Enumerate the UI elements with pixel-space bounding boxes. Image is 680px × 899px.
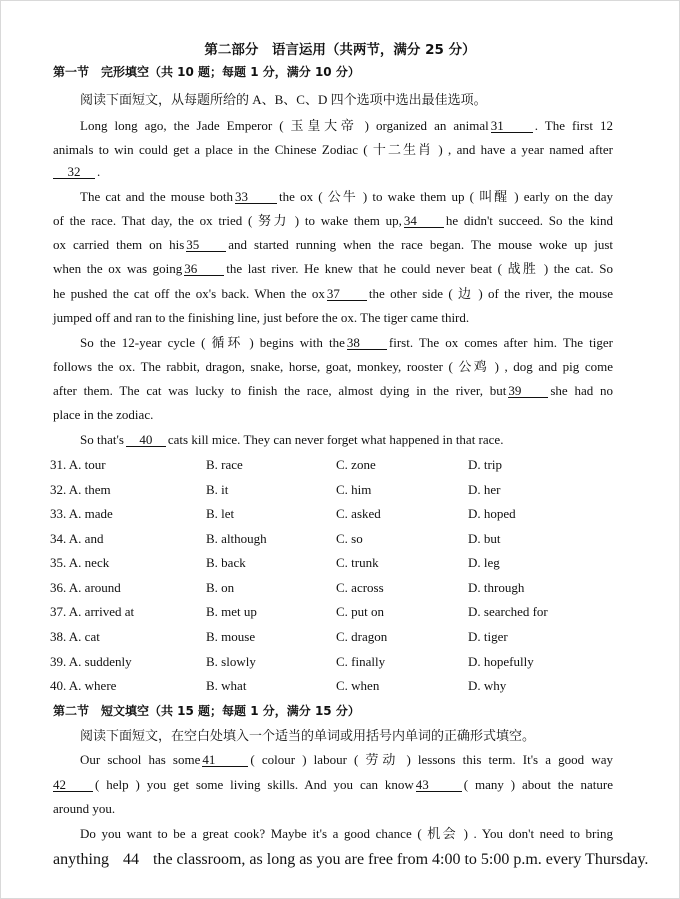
option-a: 33. A. made bbox=[50, 506, 113, 521]
passage1-line: Long long ago, the Jade Emperor ( 玉皇大帝 ) organized an animal 31 . The first 12 bbox=[80, 118, 613, 133]
passage1-line: he pushed the cat off the ox's back. When the ox 37 the other side ( 边 ) of the river, the mouse bbox=[53, 286, 613, 301]
passage1-line: when the ox was going 36 the last river. He knew that he could never beat ( 战胜 ) the cat. So bbox=[53, 261, 613, 276]
part-title: 第二部分 语言运用（共两节，满分 25 分） bbox=[204, 42, 476, 58]
blank-33: 33 bbox=[235, 190, 277, 204]
option-d: D. through bbox=[468, 580, 525, 595]
option-a: 40. A. where bbox=[50, 678, 117, 693]
blank-37: 37 bbox=[327, 287, 367, 301]
blank-41: 41 bbox=[202, 753, 248, 767]
blank-36: 36 bbox=[184, 262, 224, 276]
passage2-line: Our school has some 41 ( colour ) labour ( 劳动 ) lessons this term. It's a good way bbox=[80, 752, 613, 767]
passage1-line: ox carried them on his 35 and started running when the race began. The mouse woke up just bbox=[53, 237, 613, 252]
blank-32: 32 bbox=[53, 165, 95, 179]
passage2-line: Do you want to be a great cook? Maybe it's a good chance ( 机会 ) . You don't need to bring bbox=[80, 826, 613, 841]
option-b: B. back bbox=[206, 555, 246, 570]
option-c: C. when bbox=[336, 678, 380, 693]
option-d: D. her bbox=[468, 482, 501, 497]
section1-instruction: 阅读下面短文，从每题所给的 A、B、C、D 四个选项中选出最佳选项。 bbox=[80, 92, 487, 107]
option-d: D. but bbox=[468, 531, 501, 546]
option-b: B. let bbox=[206, 506, 235, 521]
option-d: D. leg bbox=[468, 555, 500, 570]
option-d: D. tiger bbox=[468, 629, 508, 644]
option-a: 37. A. arrived at bbox=[50, 604, 135, 619]
option-d: D. hoped bbox=[468, 506, 516, 521]
option-c: C. put on bbox=[336, 604, 385, 619]
option-b: B. it bbox=[206, 482, 229, 497]
blank-35: 35 bbox=[186, 238, 226, 252]
option-b: B. met up bbox=[206, 604, 257, 619]
blank-34: 34 bbox=[404, 214, 444, 228]
option-c: C. trunk bbox=[336, 555, 379, 570]
passage2-line: around you. bbox=[53, 801, 116, 816]
option-c: C. finally bbox=[336, 654, 386, 669]
option-c: C. asked bbox=[336, 506, 381, 521]
option-a: 34. A. and bbox=[50, 531, 104, 546]
option-c: C. across bbox=[336, 580, 384, 595]
blank-31: 31 bbox=[491, 119, 533, 133]
blank-39: 39 bbox=[508, 384, 548, 398]
option-d: D. searched for bbox=[468, 604, 548, 619]
section2-instruction: 阅读下面短文，在空白处填入一个适当的单词或用括号内单词的正确形式填空。 bbox=[80, 728, 536, 743]
option-d: D. trip bbox=[468, 457, 502, 472]
blank-40: 40 bbox=[126, 433, 166, 447]
option-b: B. although bbox=[206, 531, 267, 546]
passage2-line: 42 ( help ) you get some living skills. And you can know 43 ( many ) about the nature bbox=[53, 777, 613, 792]
blank-38: 38 bbox=[347, 336, 387, 350]
option-b: B. mouse bbox=[206, 629, 256, 644]
blank-42: 42 bbox=[53, 778, 93, 792]
option-d: D. hopefully bbox=[468, 654, 534, 669]
option-b: B. race bbox=[206, 457, 243, 472]
option-a: 36. A. around bbox=[50, 580, 121, 595]
option-a: 31. A. tour bbox=[50, 457, 106, 472]
option-d: D. why bbox=[468, 678, 507, 693]
blank-44: 44 bbox=[123, 851, 139, 868]
option-c: C. zone bbox=[336, 457, 376, 472]
passage1-line: 32 . bbox=[53, 164, 613, 180]
section2-heading: 第二节 短文填空（共 15 题；每题 1 分，满分 15 分） bbox=[53, 704, 360, 718]
option-b: B. slowly bbox=[206, 654, 256, 669]
option-a: 32. A. them bbox=[50, 482, 111, 497]
passage1-line: jumped off and ran to the finishing line, just before the ox. The tiger came third. bbox=[53, 310, 470, 325]
option-b: B. on bbox=[206, 580, 235, 595]
passage1-line: after them. The cat was lucky to finish the race, almost dying in the river, but 39 she had no bbox=[53, 383, 613, 398]
passage2-line: anything 44 the classroom, as long as you are free from 4:00 to 5:00 p.m. every Thursday. bbox=[53, 851, 649, 868]
passage1-line: The cat and the mouse both 33 the ox ( 公牛 ) to wake them up ( 叫醒 ) early on the day bbox=[80, 189, 613, 204]
passage1-line: of the race. That day, the ox tried ( 努力 ) to wake them up, 34 he didn't succeed. So the kind bbox=[53, 213, 613, 228]
option-c: C. so bbox=[336, 531, 363, 546]
option-a: 35. A. neck bbox=[50, 555, 110, 570]
option-c: C. dragon bbox=[336, 629, 388, 644]
passage1-line: follows the ox. The rabbit, dragon, snake, horse, goat, monkey, rooster ( 公鸡 ) , dog and pig come bbox=[53, 359, 613, 374]
option-c: C. him bbox=[336, 482, 372, 497]
passage1-line: So that's 40 cats kill mice. They can never forget what happened in that race. bbox=[80, 432, 504, 447]
passage1-line: animals to win could get a place in the Chinese Zodiac ( 十二生肖 ) , and have a year named after bbox=[53, 142, 613, 157]
option-b: B. what bbox=[206, 678, 247, 693]
passage1-line: place in the zodiac. bbox=[53, 407, 154, 422]
option-a: 38. A. cat bbox=[50, 629, 100, 644]
passage1-line: So the 12-year cycle ( 循环 ) begins with the 38 first. The ox comes after him. The tiger bbox=[80, 335, 613, 350]
section1-heading: 第一节 完形填空（共 10 题；每题 1 分，满分 10 分） bbox=[53, 65, 360, 79]
blank-43: 43 bbox=[416, 778, 462, 792]
option-a: 39. A. suddenly bbox=[50, 654, 132, 669]
